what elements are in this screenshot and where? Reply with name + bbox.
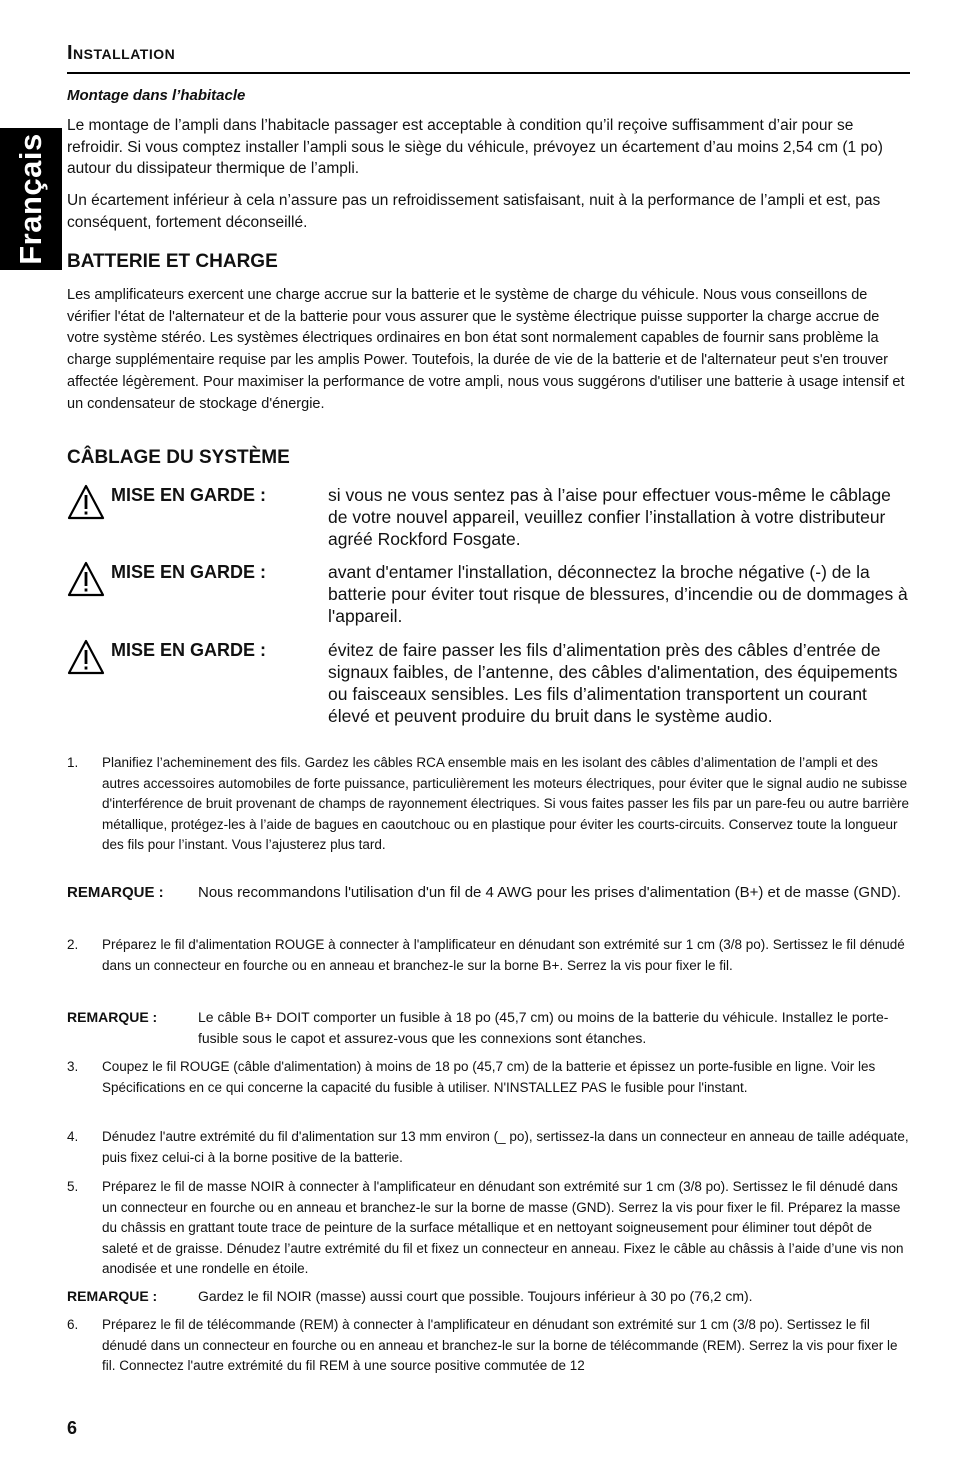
list-item-number: 1.: [67, 755, 79, 770]
list-item-text: Préparez le fil d'alimentation ROUGE à connecter à l'amplificateur en dénudant son extrémité sur 1 cm (3/8 po). Sertissez le fil dénudé dans un connecteur en fourche ou en anneau et branchez-le sur la borne B+. Serrez la vis pour fixer le fil.: [102, 937, 905, 973]
list-item-number: 4.: [67, 1129, 79, 1144]
list-item-text: Coupez le fil ROUGE (câble d'alimentation) à moins de 18 po (45,7 cm) de la batterie et épissez un porte-fusible en ligne. Voir les Spécifications en ce qui concerne la capacité du fusible à utiliser. N'INSTALLEZ PAS le fusible pour l'instant.: [102, 1059, 876, 1095]
section-wiring-title: CÂBLAGE DU SYSTÈME: [67, 447, 290, 468]
list-item-text: Dénudez l'autre extrémité du fil d'alimentation sur 13 mm environ (_ po), sertissez-la dans un connecteur en anneau de taille adéquate, puis fixez celui-ci à la borne positive de la batterie.: [102, 1129, 909, 1165]
section-mount-title: Montage dans l’habitacle: [67, 87, 246, 104]
list-item-text: Préparez le fil de masse NOIR à connecter à l'amplificateur en dénudant son extrémité sur 1 cm (3/8 po). Sertissez le fil dénudé dans un connecteur en fourche ou en anneau et branchez-le sur la borne de masse (GND). Serrez la vis pour fixer le fil. Préparez la masse du châssis en grattant toute trace de peinture de la surface métallique et en nettoyant soigneusement pour éliminer tout dépôt de saleté et de graisse. Dénudez l’autre extrémité du fil et fixez un connecteur en anneau. Fixez le câble au châssis à l’aide d’une vis non anodisée et une rondelle en étoile.: [102, 1179, 904, 1276]
note-text: Le câble B+ DOIT comporter un fusible à 18 po (45,7 cm) ou moins de la batterie du véhicule. Installez le porte-fusible sous le capot et assurez-vous que les connexions sont étanches.: [198, 1009, 889, 1046]
warning-text: avant d'entamer l'installation, déconnectez la broche négative (-) de la batterie pour éviter tout risque de blessures, d’incendie ou de dommages à l'appareil.: [328, 562, 908, 626]
list-item-number: 3.: [67, 1059, 79, 1074]
warning-text: si vous ne vous sentez pas à l’aise pour effectuer vous-même le câblage de votre nouvel appareil, veuillez confier l’installation à votre distributeur agréé Rockford Fosgate.: [328, 485, 891, 549]
page-number: 6: [67, 1418, 78, 1438]
language-tab-label: Français: [13, 133, 48, 265]
section-battery-paragraph: Les amplificateurs exercent une charge accrue sur la batterie et le système de charge du véhicule. Nous vous conseillons de vérifier l'état de l'alternateur et de la batterie pour vous assurer que le système électrique puisse supporter la charge accrue de votre système stéréo. Les systèmes électriques ordinaires en bon état sont normalement capables de fournir sans problème la charge supplémentaire requise par les amplis Power. Toutefois, la durée de vie de la batterie et de l'alternateur peut s'en trouver affectée légèrement. Pour maximiser la performance de votre ampli, nous vous suggérons d'utiliser une batterie à usage intensif et un condensateur de stockage d'énergie.: [67, 287, 905, 412]
section-mount-paragraph-1: Le montage de l’ampli dans l’habitacle passager est acceptable à condition qu’il reçoive suffisamment d’air pour se refroidir. Si vous comptez installer l’ampli sous le siège du véhicule, prévoyez un écartement d’au moins 2,54 cm (1 po) autour du dissipateur thermique de l’ampli.: [67, 117, 883, 177]
warning-text: évitez de faire passer les fils d’alimentation près des câbles d’entrée de signaux faibles, de l’antenne, des câbles d'alimentation, des équipements ou faisceaux sensibles. Les fils d’alimentation transportent un courant élevé et peuvent produire du bruit dans le système audio.: [328, 640, 898, 726]
warning-label: MISE EN GARDE :: [111, 485, 267, 505]
warning-label: MISE EN GARDE :: [111, 562, 267, 582]
section-mount-paragraph-2: Un écartement inférieur à cela n’assure pas un refroidissement satisfaisant, nuit à la performance de l’ampli et est, pas conséquent, fortement déconseillé.: [67, 192, 881, 231]
list-item-text: Préparez le fil de télécommande (REM) à connecter à l'amplificateur en dénudant son extrémité sur 1 cm (3/8 po). Sertissez le fil dénudé dans un connecteur en fourche ou en anneau et branchez-le sur la borne de télécommande (REM). Serrez la vis pour fixer le fil. Connectez l'autre extrémité du fil REM à une source positive commutée de 12: [102, 1317, 898, 1373]
note-label: REMARQUE :: [67, 1009, 158, 1025]
list-item-text: Planifiez l’acheminement des fils. Gardez les câbles RCA ensemble mais en les isolant des câbles d’alimentation de l’ampli et des autres accessoires automobiles de forte puissance, particulièrement les moteurs électriques, pour éviter que le signal audio ne subisse d'interférence de bruit provenant de champs de rayonnement électriques. Si vous faites passer les fils par un pare-feu ou autre barrière métallique, protégez-les à l’aide de bagues en caoutchouc ou en plastique pour éviter les courts-circuits. Conservez toute la longueur des fils pour l’instant. Vous l’ajusterez plus tard.: [102, 755, 910, 852]
section-battery-title: BATTERIE ET CHARGE: [67, 251, 278, 272]
page-header-title: Installation: [67, 42, 176, 64]
warning-triangle-icon: [67, 484, 105, 520]
page-header: [67, 42, 910, 74]
list-item-number: 2.: [67, 937, 79, 952]
note-label: REMARQUE :: [67, 1288, 158, 1304]
warning-label: MISE EN GARDE :: [111, 640, 267, 660]
warning-triangle-icon: [67, 639, 105, 675]
note-label: REMARQUE :: [67, 884, 164, 901]
list-item-number: 5.: [67, 1179, 79, 1194]
warning-triangle-icon: [67, 561, 105, 597]
note-text: Nous recommandons l'utilisation d'un fil de 4 AWG pour les prises d'alimentation (B+) et de masse (GND).: [198, 884, 901, 901]
language-tab: [0, 128, 62, 270]
list-item-number: 6.: [67, 1317, 79, 1332]
note-text: Gardez le fil NOIR (masse) aussi court que possible. Toujours inférieur à 30 po (76,2 cm).: [198, 1288, 753, 1304]
